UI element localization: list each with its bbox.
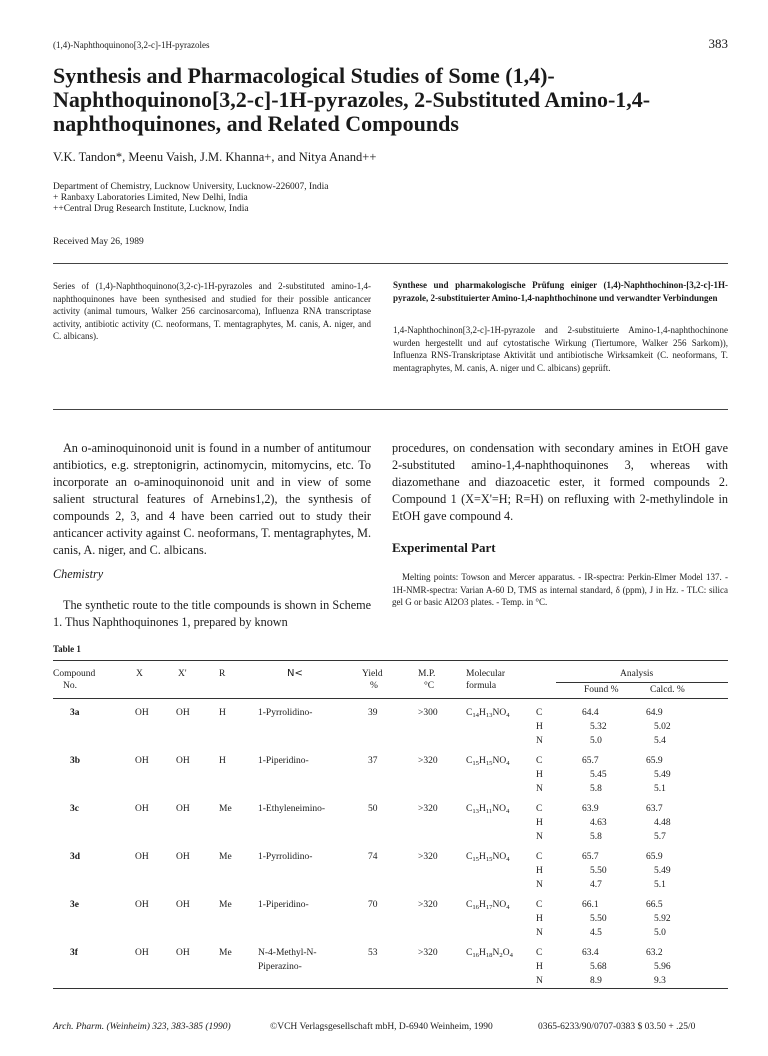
cell-calcd: 5.7 (654, 832, 666, 842)
affiliation-1: Department of Chemistry, Lucknow University, Lucknow-226007, India (53, 182, 329, 192)
cell-calcd: 5.96 (654, 962, 671, 972)
cell-element: H (536, 962, 543, 972)
cell-calcd: 63.7 (646, 804, 663, 814)
cell-found: 5.8 (590, 784, 602, 794)
cell-calcd: 5.0 (654, 928, 666, 938)
cell-r: H (219, 708, 226, 718)
footer-publisher: ©VCH Verlagsgesellschaft mbH, D-6940 Weinheim, 1990 (270, 1022, 493, 1032)
cell-calcd: 65.9 (646, 852, 663, 862)
cell-x-prime: OH (176, 900, 190, 910)
cell-formula: $C_{16}H_{17}NO_4$ (466, 900, 510, 911)
cell-element: H (536, 914, 543, 924)
cell-n-substituent: 1-Pyrrolidino- (258, 708, 313, 718)
cell-mp: >300 (418, 708, 438, 718)
cell-element: N (536, 832, 543, 842)
cell-x: OH (135, 756, 149, 766)
header-n-substituent: N< (287, 668, 303, 679)
cell-calcd: 5.49 (654, 866, 671, 876)
cell-found: 4.5 (590, 928, 602, 938)
footer-code: 0365-6233/90/0707-0383 $ 03.50 + .25/0 (538, 1022, 696, 1032)
cell-formula: $C_{14}H_{13}NO_4$ (466, 708, 510, 719)
cell-element: C (536, 900, 543, 910)
cell-calcd: 5.4 (654, 736, 666, 746)
cell-found: 65.7 (582, 756, 599, 766)
intro-paragraph-right: procedures, on condensation with secondary amines in EtOH gave 2-substituted amino-1,4-naphthoquinones 3, whereas with diazomethane and diazoacetic ester, it formed compounds 2. Compound 1 (X=X'=H; R=H) on refluxing with 2-methylindole in EtOH gave compound 4. (392, 441, 728, 523)
cell-found: 5.8 (590, 832, 602, 842)
affiliation-3: ++Central Drug Research Institute, Lucknow, India (53, 204, 249, 214)
cell-element: H (536, 818, 543, 828)
cell-x: OH (135, 948, 149, 958)
cell-mp: >320 (418, 804, 438, 814)
cell-x-prime: OH (176, 852, 190, 862)
header-x: X (136, 669, 143, 679)
cell-element: H (536, 722, 543, 732)
cell-calcd: 5.1 (654, 784, 666, 794)
cell-x: OH (135, 852, 149, 862)
cell-found: 66.1 (582, 900, 599, 910)
cell-calcd: 5.1 (654, 880, 666, 890)
affiliations (53, 182, 329, 215)
footer-journal: Arch. Pharm. (Weinheim) 323, 383-385 (1990) (53, 1022, 231, 1032)
cell-n-substituent-line2: Piperazino- (258, 962, 302, 972)
cell-calcd: 63.2 (646, 948, 663, 958)
header-analysis: Analysis (620, 669, 654, 679)
compound-number: 3a (70, 708, 80, 718)
cell-element: N (536, 928, 543, 938)
abstract-german: 1,4-Naphthochinon[3,2-c]-1H-pyrazole and 2-substituierte Amino-1,4-naphthochinone wurden hergestellt und auf cytostatische Wirkung (Tiertumore, Walker 256 Sarkom)), Influenza RNS-Transkriptase Aktivität und antibiotische Wirksamkeit (C. neoformans, T. mentagraphytes, M. canis, A. niger und C. albicans) geprüft. (393, 325, 728, 373)
cell-calcd: 5.49 (654, 770, 671, 780)
divider-abstract (53, 409, 728, 410)
cell-element: N (536, 784, 543, 794)
cell-found: 5.32 (590, 722, 607, 732)
chemistry-heading: Chemistry (53, 567, 104, 581)
header-calcd: Calcd. % (650, 685, 685, 695)
experimental-heading: Experimental Part (392, 540, 496, 555)
cell-formula: $C_{13}H_{11}NO_4$ (466, 804, 510, 815)
abstract-english: Series of (1,4)-Naphthoquinono(3,2-c)-1H-pyrazoles and 2-substituted amino-1,4-naphthoquinones have been synthesised and studied for their possible anticancer activity (animal tumours, Walker 256 carcinosarcoma), Influenza RNA transcriptase activity, antibiotic activity (C. neoformans, T. mentagraphytes, M. canis, A. niger, and C. albicans). (53, 281, 371, 342)
header-x-prime: X' (178, 669, 187, 679)
cell-yield: 74 (368, 852, 378, 862)
page-number: 383 (708, 36, 728, 51)
cell-yield: 53 (368, 948, 378, 958)
compound-number: 3e (70, 900, 79, 910)
compound-number: 3b (70, 756, 81, 766)
cell-mp: >320 (418, 852, 438, 862)
cell-calcd: 5.02 (654, 722, 671, 732)
cell-found: 63.9 (582, 804, 599, 814)
cell-mp: >320 (418, 756, 438, 766)
running-head: (1,4)-Naphthoquinono[3,2-c]-1H-pyrazoles (53, 40, 210, 50)
cell-formula: $C_{16}H_{18}N_2O_4$ (466, 948, 513, 959)
cell-element: H (536, 866, 543, 876)
cell-x: OH (135, 804, 149, 814)
cell-calcd: 4.48 (654, 818, 671, 828)
header-mp: M.P. °C (418, 669, 436, 691)
cell-found: 5.50 (590, 866, 607, 876)
cell-n-substituent: N-4-Methyl-N- (258, 948, 317, 958)
cell-element: C (536, 804, 543, 814)
cell-found: 4.7 (590, 880, 602, 890)
cell-found: 64.4 (582, 708, 599, 718)
cell-found: 4.63 (590, 818, 607, 828)
header-formula: Molecular formula (466, 669, 506, 691)
cell-element: N (536, 880, 543, 890)
cell-element: C (536, 708, 543, 718)
cell-x-prime: OH (176, 804, 190, 814)
compound-number: 3c (70, 804, 79, 814)
cell-formula: $C_{15}H_{15}NO_4$ (466, 756, 510, 767)
cell-element: C (536, 756, 543, 766)
cell-element: N (536, 976, 543, 986)
authors: V.K. Tandon*, Meenu Vaish, J.M. Khanna+, and Nitya Anand++ (53, 150, 377, 164)
table-rule-header (53, 698, 728, 699)
table-rule-bottom (53, 988, 728, 989)
cell-n-substituent: 1-Ethyleneimino- (258, 804, 326, 814)
header-yield: Yield % (362, 669, 383, 691)
cell-x-prime: OH (176, 708, 190, 718)
compound-number: 3f (70, 948, 78, 958)
cell-x-prime: OH (176, 756, 190, 766)
article-title: Synthesis and Pharmacological Studies of Some (1,4)-Naphthoquinono[3,2-c]-1H-pyrazoles, 2-Substituted Amino-1,4-naphthoquinones, and Related Compounds (53, 63, 651, 136)
cell-mp: >320 (418, 900, 438, 910)
cell-x-prime: OH (176, 948, 190, 958)
cell-calcd: 66.5 (646, 900, 663, 910)
header-r: R (219, 669, 226, 679)
experimental-paragraph: Melting points: Towson and Mercer apparatus. - IR-spectra: Perkin-Elmer Model 137. - 1H-NMR-spectra: Varian A-60 D, TMS as internal standard, δ (ppm), J in Hz. - TLC: silica gel G or basic Al2O3 plates. - Temp. in °C. (392, 572, 728, 608)
compound-number: 3d (70, 852, 81, 862)
table-rule-top (53, 660, 728, 661)
cell-found: 5.0 (590, 736, 602, 746)
cell-found: 5.45 (590, 770, 607, 780)
header-compound: Compound No. (53, 669, 96, 691)
analysis-rule (556, 682, 728, 683)
cell-formula: $C_{15}H_{15}NO_4$ (466, 852, 510, 863)
cell-yield: 50 (368, 804, 378, 814)
cell-found: 5.50 (590, 914, 607, 924)
cell-r: H (219, 756, 226, 766)
cell-calcd: 5.92 (654, 914, 671, 924)
cell-r: Me (219, 948, 232, 958)
cell-x: OH (135, 708, 149, 718)
table-label: Table 1 (53, 644, 81, 654)
affiliation-2: + Ranbaxy Laboratories Limited, New Delhi, India (53, 193, 248, 203)
cell-calcd: 9.3 (654, 976, 666, 986)
intro-paragraph-left: An o-aminoquinonoid unit is found in a number of antitumour antibiotics, e.g. streptonigrin, actinomycin, mitomycins, etc. To incorporate an o-aminoquinonoid unit and in view of some salient structural features of Arnebins1,2), the synthesis of compounds 2, 3, and 4 have been carried out to study their anticancer activity against C. neoformans, T. mentagraphytes, M. canis, A. niger, and C. albicans. (53, 441, 371, 557)
cell-r: Me (219, 900, 232, 910)
cell-element: C (536, 852, 543, 862)
cell-found: 63.4 (582, 948, 599, 958)
cell-found: 5.68 (590, 962, 607, 972)
cell-found: 65.7 (582, 852, 599, 862)
cell-mp: >320 (418, 948, 438, 958)
divider-top (53, 263, 728, 264)
cell-r: Me (219, 852, 232, 862)
cell-n-substituent: 1-Piperidino- (258, 756, 309, 766)
received-date: Received May 26, 1989 (53, 237, 144, 247)
abstract-german-title: Synthese und pharmakologische Prüfung einiger (1,4)-Naphthochinon-[3,2-c]-1H-pyrazole, 2-substituierter Amino-1,4-naphthochinone und verwandter Verbindungen (393, 280, 728, 303)
cell-calcd: 65.9 (646, 756, 663, 766)
cell-n-substituent: 1-Pyrrolidino- (258, 852, 313, 862)
cell-element: N (536, 736, 543, 746)
cell-element: C (536, 948, 543, 958)
cell-x: OH (135, 900, 149, 910)
header-found: Found % (584, 685, 619, 695)
cell-element: H (536, 770, 543, 780)
chemistry-paragraph: The synthetic route to the title compounds is shown in Scheme 1. Thus Naphthoquinones 1, prepared by known (53, 598, 371, 629)
cell-n-substituent: 1-Piperidino- (258, 900, 309, 910)
cell-yield: 39 (368, 708, 378, 718)
cell-yield: 37 (368, 756, 378, 766)
cell-calcd: 64.9 (646, 708, 663, 718)
cell-found: 8.9 (590, 976, 602, 986)
cell-yield: 70 (368, 900, 378, 910)
cell-r: Me (219, 804, 232, 814)
